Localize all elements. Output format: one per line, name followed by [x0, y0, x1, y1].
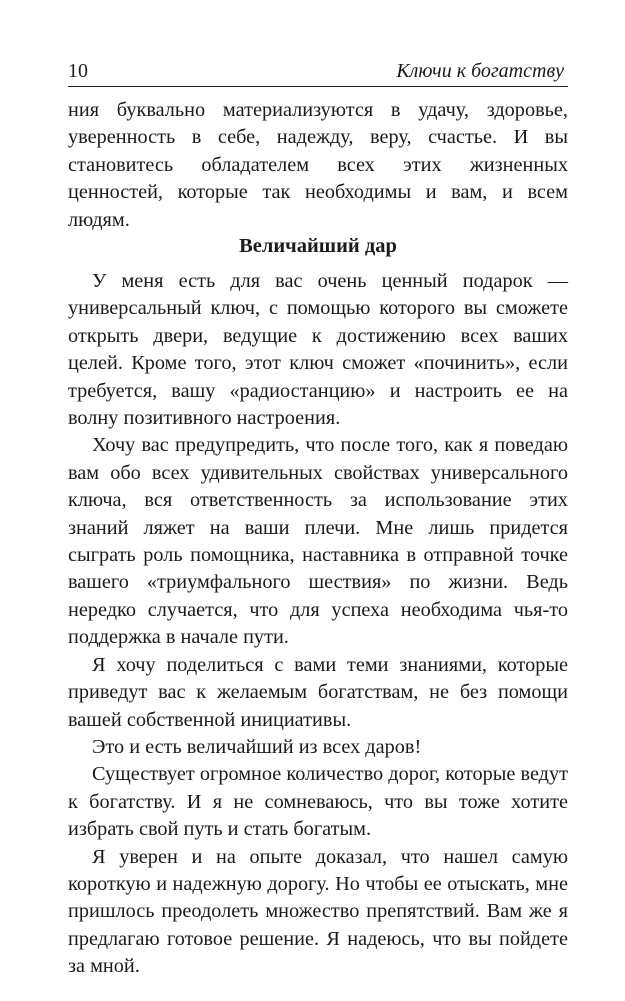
page-number: 10: [68, 60, 88, 82]
header-rule: [68, 86, 568, 87]
paragraph-2: Хочу вас предупредить, что после того, как я поведаю вам обо всех удивительных свойствах универсального ключа, вся ответственность за использование этих знаний ляжет на ваши плечи. Мне лишь придется сыграть роль помощника, наставника в отправной точке вашего «триумфального шествия» по жизни. Ведь нередко случается, что для успеха необходима чья-то поддержка в начале пути.: [68, 434, 568, 649]
paragraph-3: Я хочу поделиться с вами теми знаниями, которые приведут вас к желаемым богатствам, не без помощи вашей собственной инициативы.: [68, 653, 568, 731]
running-head: [68, 58, 568, 84]
paragraph-intro: ния буквально материализуются в удачу, здоровье, уверенность в себе, надежду, веру, счастье. И вы становитесь обладателем всех этих жизненных ценностей, которые так необходимы и вам, и всем людям.: [68, 99, 568, 231]
book-title: Ключи к богатству: [396, 60, 564, 82]
paragraph-4: Это и есть величайший из всех даров!: [92, 735, 422, 758]
paragraph-6: Я уверен и на опыте доказал, что нашел самую короткую и надежную дорогу. Но чтобы ее отыскать, мне пришлось преодолеть множество препятствий. Вам же я предлагаю готовое решение. Я надеюсь, что вы пойдете за мной.: [68, 845, 568, 978]
section-heading: Величайший дар: [239, 235, 397, 257]
section-text-block: [68, 268, 568, 981]
intro-text-block: [68, 97, 568, 234]
paragraph-1: У меня есть для вас очень ценный подарок — универсальный ключ, с помощью которого вы сможете открыть двери, ведущие к достижению всех ваших целей. Кроме того, этот ключ сможет «починить», если требуется, вашу «радиостанцию» и настроить ее на волну позитивного настроения.: [68, 270, 568, 430]
paragraph-5: Существует огромное количество дорог, которые ведут к богатству. И я не сомневаюсь, что вы тоже хотите избрать свой путь и стать богатым.: [68, 763, 568, 841]
